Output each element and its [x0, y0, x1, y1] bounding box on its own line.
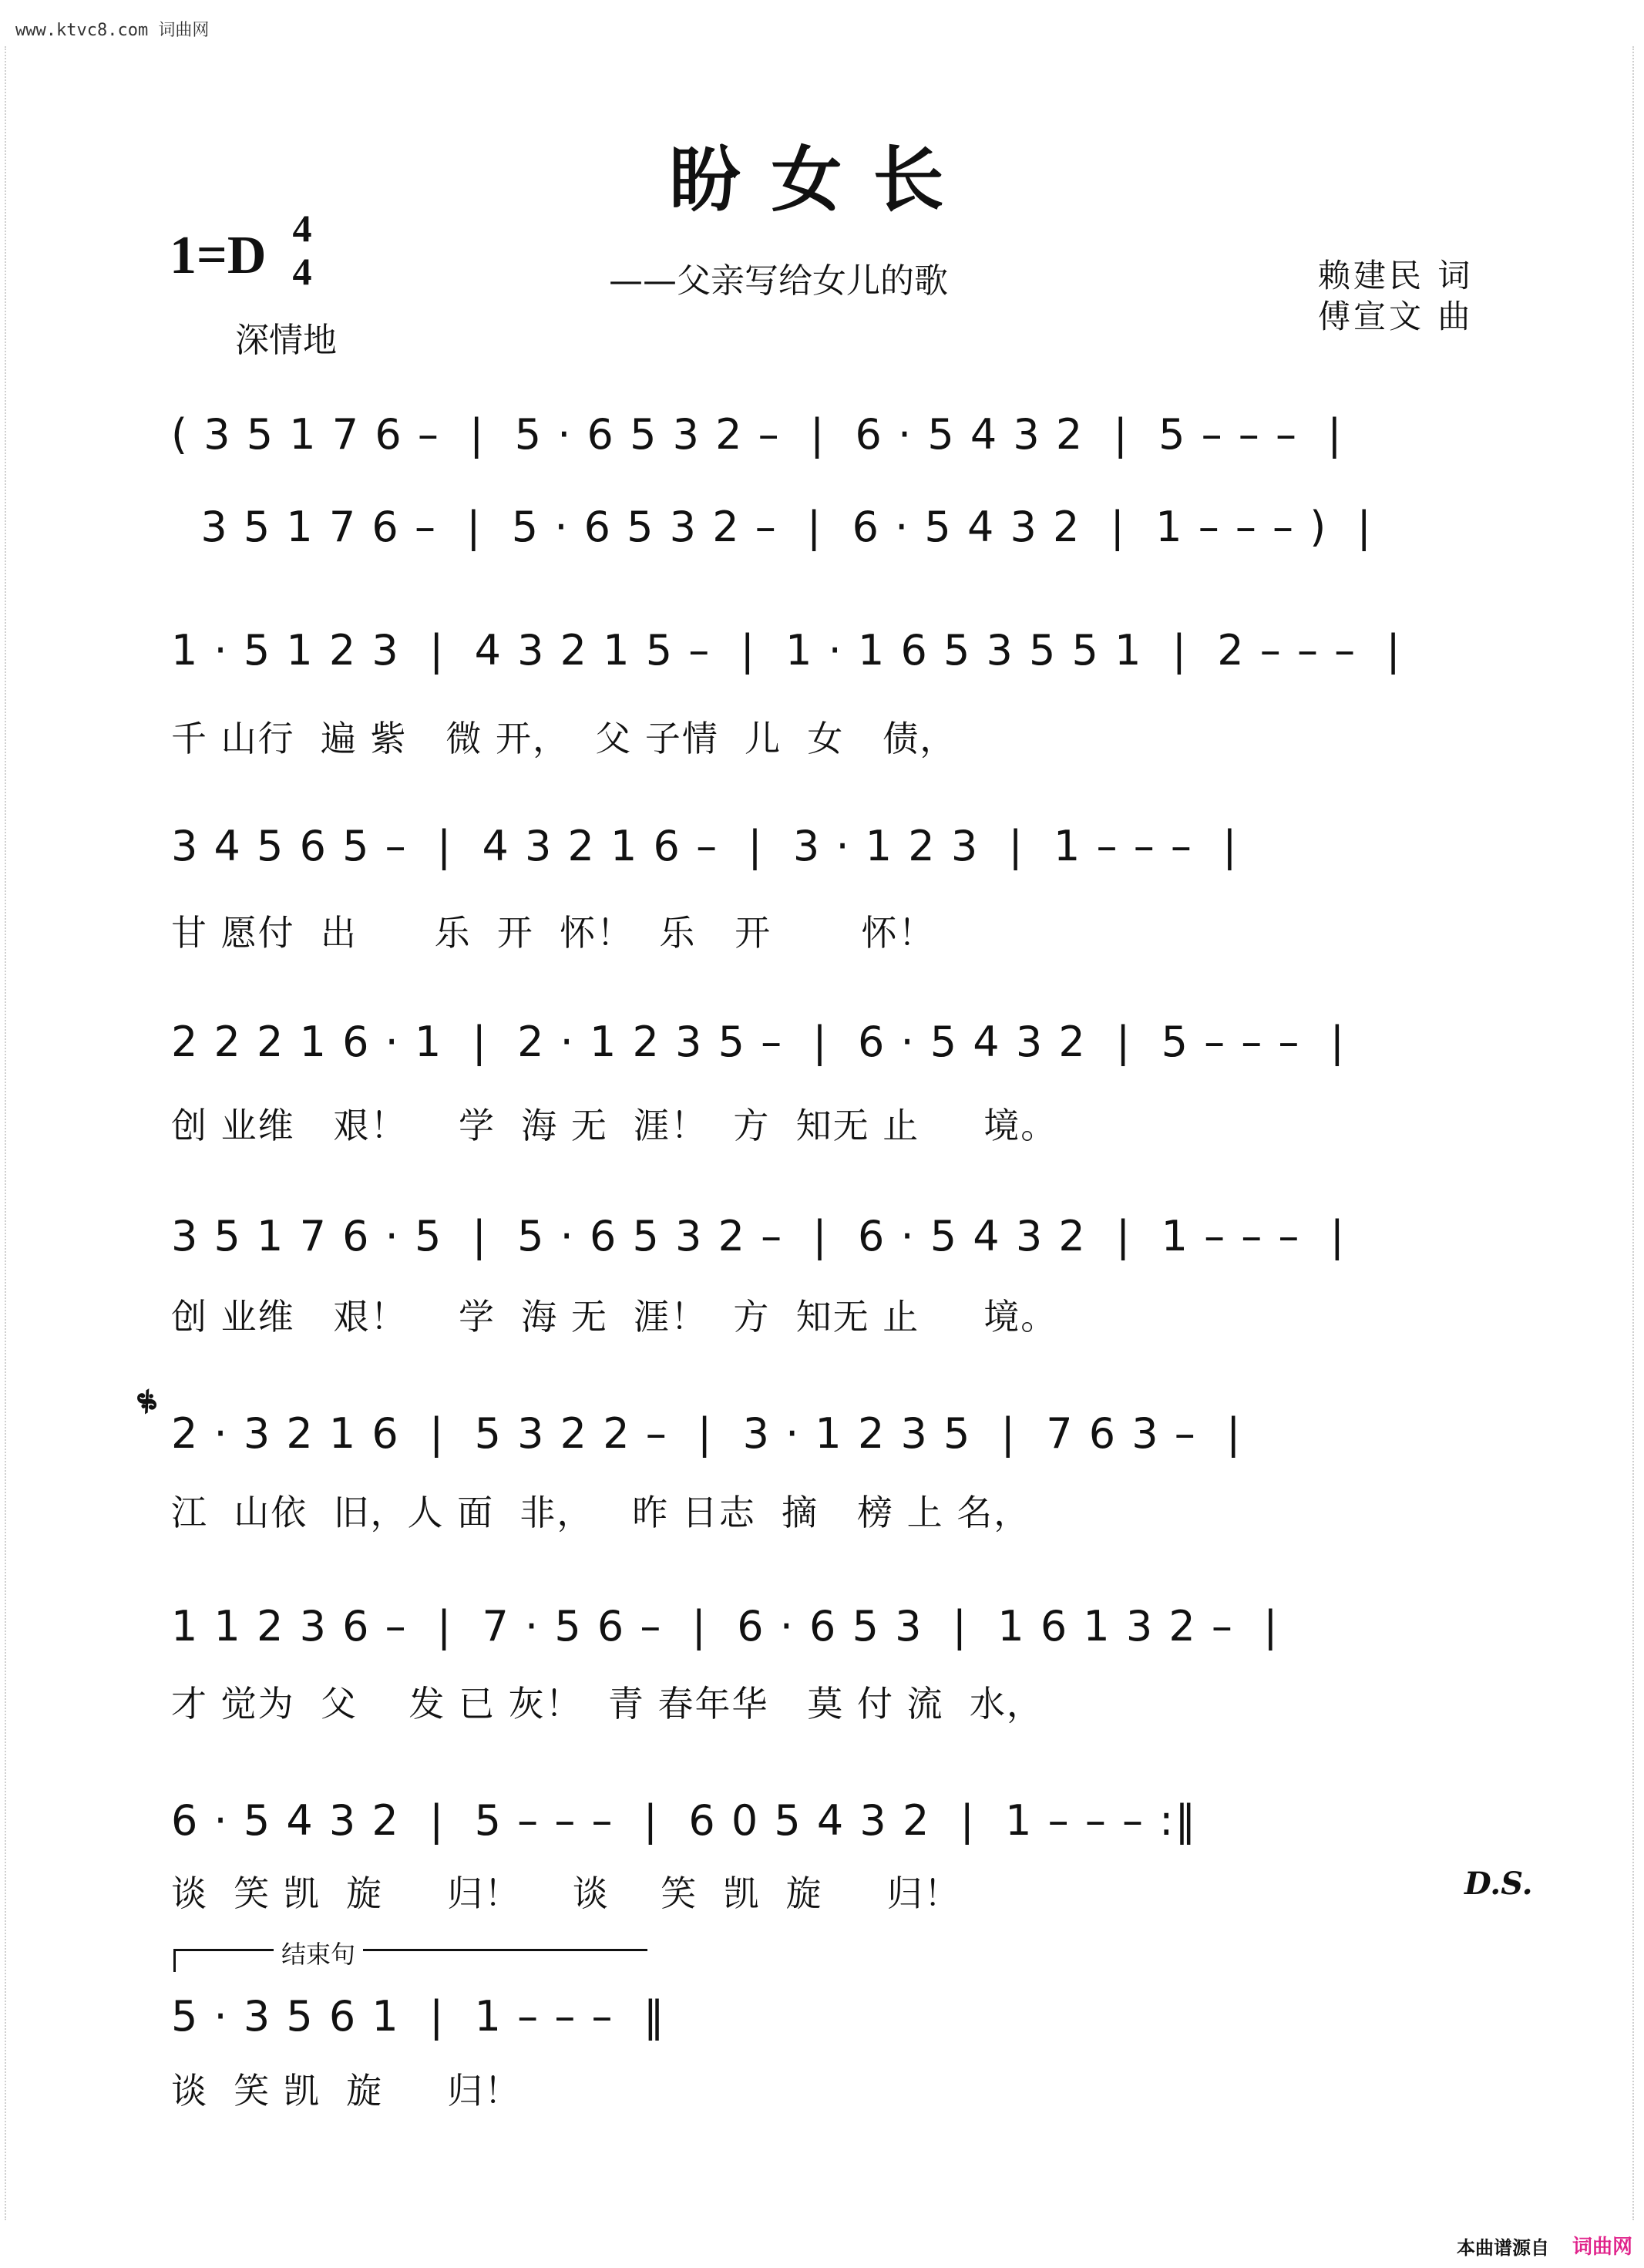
notation-row-2: 3 5 1 7 6 – | 5 · 6 5 3 2 – | 6 · 5 4 3 2 | 1 – – – ) |	[171, 503, 1373, 551]
notation-row-7: 2 · 3 2 1 6 | 5 3 2 2 – | 3 · 1 2 3 5 | 7 6 3 – |	[171, 1409, 1242, 1458]
subtitle: ——父亲写给女儿的歌	[609, 261, 948, 301]
notation-row-6: 3 5 1 7 6 · 5 | 5 · 6 5 3 2 – | 6 · 5 4 3 2 | 1 – – – |	[171, 1212, 1346, 1260]
lyrics-row-3: 千 山行 遍 紫 微 开， 父 子情 儿 女 债，	[171, 718, 957, 759]
lyrics-row-10: 谈 笑 凯 旋 归！	[171, 2070, 522, 2112]
tempo-marking: 深情地	[235, 321, 337, 360]
time-signature	[287, 207, 318, 293]
lyrics-row-6: 创 业维 艰！ 学 海 无 涯！ 方 知无 止 境。	[171, 1296, 1058, 1338]
composer-credit: 傅宣文 曲	[1318, 298, 1474, 335]
notation-row-1: ( 3 5 1 7 6 – | 5 · 6 5 3 2 – | 6 · 5 4 3 2 | 5 – – – |	[171, 410, 1343, 459]
lyrics-row-8: 才 觉为 父 发 已 灰！ 青 春年华 莫 付 流 水，	[171, 1683, 1044, 1725]
lyrics-row-4: 甘 愿付 出 乐 开 怀！ 乐 开 怀！	[171, 912, 936, 954]
notation-row-4: 3 4 5 6 5 – | 4 3 2 1 6 – | 3 · 1 2 3 | 1 – – – |	[171, 822, 1239, 870]
dal-segno-marking: D.S.	[1464, 1866, 1533, 1902]
left-edge-watermark	[5, 46, 12, 2220]
segno-icon: 𝄋	[130, 1378, 166, 1425]
lyricist-credit: 赖建民 词	[1318, 257, 1474, 294]
time-signature-bottom: 4	[292, 250, 312, 293]
notation-row-5: 2 2 2 1 6 · 1 | 2 · 1 2 3 5 – | 6 · 5 4 3 2 | 5 – – – |	[171, 1018, 1346, 1066]
lyrics-row-5: 创 业维 艰！ 学 海 无 涯！ 方 知无 止 境。	[171, 1105, 1058, 1146]
lyrics-row-9: 谈 笑 凯 旋 归！ 谈 笑 凯 旋 归！	[171, 1873, 961, 1914]
lyrics-row-7: 江 山依 旧，人 面 非， 昨 日志 摘 榜 上 名，	[171, 1492, 1031, 1533]
ending-label: 结束句	[274, 1935, 363, 1970]
notation-row-8: 1 1 2 3 6 – | 7 · 5 6 – | 6 · 6 5 3 | 1 6 1 3 2 – |	[171, 1602, 1279, 1651]
key-signature: 1=D	[170, 226, 267, 285]
notation-row-10: 5 · 3 5 6 1 | 1 – – – ‖	[171, 1992, 666, 2041]
ending-bracket-hook	[173, 1949, 176, 1972]
notation-row-3: 1 · 5 1 2 3 | 4 3 2 1 5 – | 1 · 1 6 5 3 5 5 1 | 2 – – – |	[171, 626, 1402, 675]
footer-logo: 词曲网	[1572, 2236, 1633, 2259]
footer-source-text: 本曲谱源自	[1457, 2237, 1549, 2259]
ending-bracket-line	[173, 1949, 647, 1951]
notation-row-9: 6 · 5 4 3 2 | 5 – – – | 6 0 5 4 3 2 | 1 – – – :‖	[171, 1796, 1198, 1845]
source-watermark: www.ktvc8.com 词曲网	[15, 21, 210, 40]
time-signature-top: 4	[292, 207, 312, 250]
right-edge-watermark	[1632, 46, 1640, 2220]
song-title: 盼女长	[669, 139, 975, 221]
